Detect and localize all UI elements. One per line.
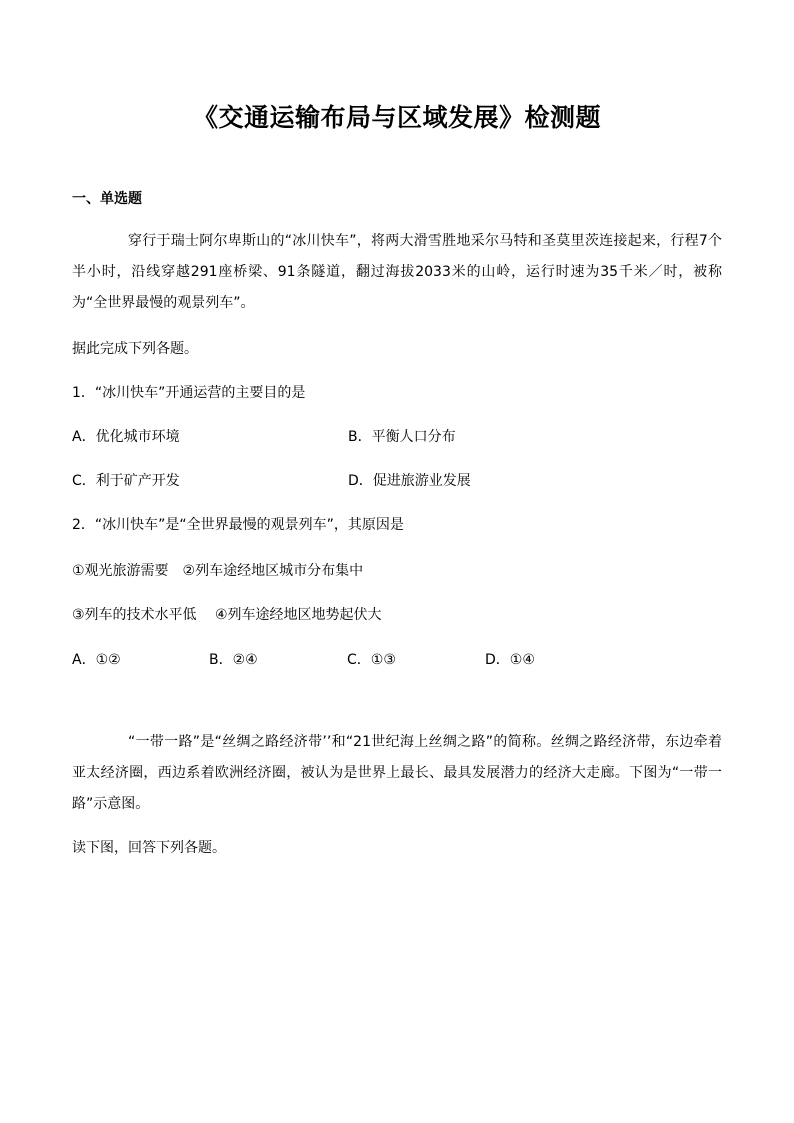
question-1-stem: 1．“冰川快车”开通运营的主要目的是 [72,385,306,401]
material-instruction-1: 据此完成下列各题。 [72,341,198,357]
question-1-option-a: A．优化城市环境 [72,429,180,445]
question-2-option-d: D．①④ [485,652,535,668]
question-2-option-c: C．①③ [347,652,396,668]
question-2-option-b: B．②④ [209,652,258,668]
question-2-stem: 2．“冰川快车”是“全世界最慢的观景列车”，其原因是 [72,517,404,533]
material-paragraph-2: “一带一路”是“丝绸之路经济带’’和“21世纪海上丝绸之路”的简称。丝绸之路经济带，东边牵着亚太经济圈，西边系着欧洲经济圈，被认为是世界上最长、最具发展潜力的经济大走廊。下图为“一带一路”示意图。 [72,734,722,812]
question-1-option-b: B．平衡人口分布 [348,429,456,445]
question-2-statements-line-2: ③列车的技术水平低 ④列车途经地区地势起伏大 [72,607,382,623]
section-heading: 一、单选题 [72,191,142,207]
material-paragraph-1: 穿行于瑞士阿尔卑斯山的“冰川快车”，将两大滑雪胜地采尔马特和圣莫里茨连接起来，行程7个半小时，沿线穿越291座桥梁、91条隧道，翻过海拔2033米的山岭，运行时速为35千米／时，被称为“全世界最慢的观景列车”。 [72,233,722,311]
material-instruction-2: 读下图，回答下列各题。 [72,840,226,856]
question-2-option-a: A．①② [72,652,121,668]
question-1-option-d: D．促进旅游业发展 [348,473,471,489]
question-2-statements-line-1: ①观光旅游需要 ②列车途经地区城市分布集中 [72,563,364,579]
document-title: 《交通运输布局与区域发展》检测题 [192,103,601,132]
question-1-option-c: C．利于矿产开发 [72,473,180,489]
